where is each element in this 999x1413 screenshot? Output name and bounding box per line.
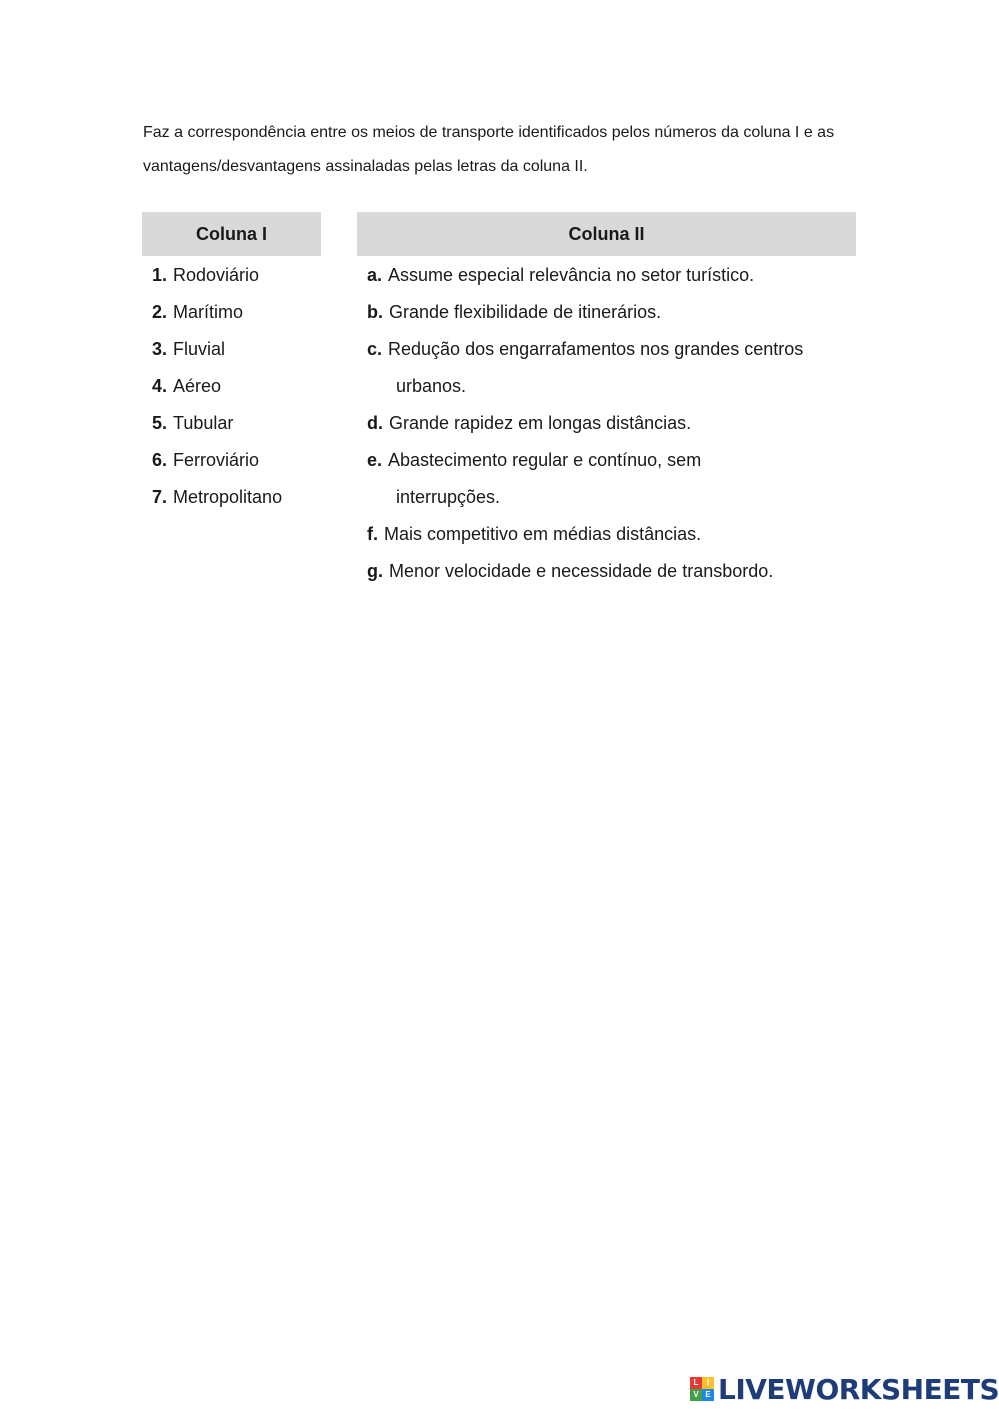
column-1-item: 3. Fluvial [152,339,226,359]
column-2-item: a. Assume especial relevância no setor turístico. [367,265,755,285]
column-1-header: Coluna I [142,212,321,256]
logo-letter: E [702,1389,714,1401]
column-1-item: 2. Marítimo [152,302,244,322]
column-1-list [152,257,332,516]
live-logo-icon [690,1377,714,1401]
column-2-item: c. Redução dos engarrafamentos nos grandes centros urbanos. [367,339,804,396]
logo-letter: I [702,1377,714,1389]
column-1-item: 1. Rodoviário [152,265,260,285]
column-2-list [367,257,857,590]
column-1-item: 7. Metropolitano [152,487,283,507]
column-2-item: f. Mais competitivo em médias distâncias. [367,524,702,544]
column-2-header: Coluna II [357,212,856,256]
logo-letter: V [690,1389,702,1401]
logo-text: LIVEWORKSHEETS [718,1372,999,1406]
column-2-item: d. Grande rapidez em longas distâncias. [367,413,692,433]
column-2-item: g. Menor velocidade e necessidade de transbordo. [367,561,774,581]
column-2-item: e. Abastecimento regular e contínuo, sem interrupções. [367,450,702,507]
column-2-item: b. Grande flexibilidade de itinerários. [367,302,662,322]
liveworksheets-logo [690,1372,999,1406]
instructions-text: Faz a correspondência entre os meios de transporte identificados pelos números da coluna I e as vantagens/desvantagens assinaladas pelas letras da coluna II. [143,124,835,175]
column-1-item: 6. Ferroviário [152,450,260,470]
logo-letter: L [690,1377,702,1389]
column-1-item: 5. Tubular [152,413,234,433]
column-1-item: 4. Aéreo [152,376,222,396]
